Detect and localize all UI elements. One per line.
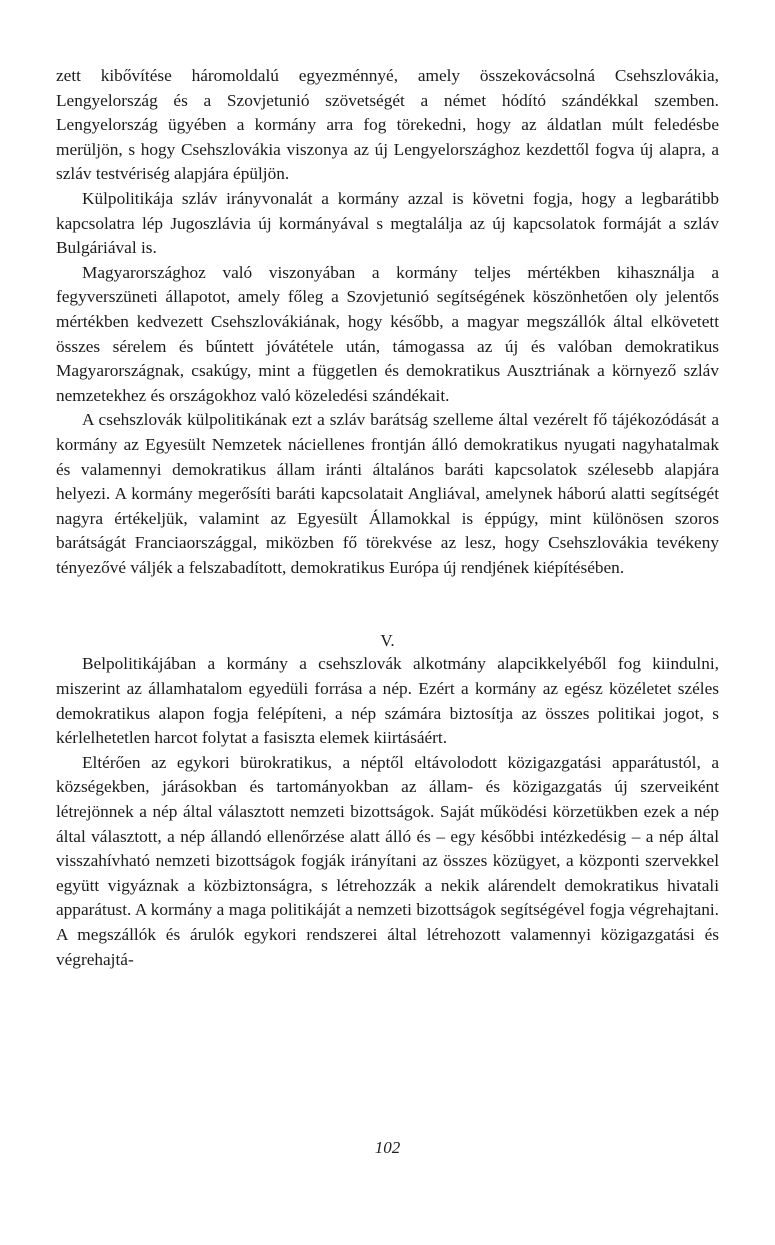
paragraph: Belpolitikájában a kormány a csehszlovák alkotmány alapcikkelyéből fog kiindulni, miszerint az államhatalom egyedüli forrása a nép. Ezért a kormány az egész közéletet széles demokratikus alapon fogja felépíteni, a nép számára biztosítja az összes politikai jogot, s kérlelhetetlen harcot folytat a fasiszta elemek kiirtásáért. [56,654,719,748]
text-block-before [56,64,719,580]
paragraph: Magyarországhoz való viszonyában a kormány teljes mértékben kihasználja a fegyverszüneti állapotot, amely főleg a Szovjetunió segítségének köszönhetően oly jelentős mértékben kedvezett Csehszlovákiának, hogy később, a magyar megszállók által elkövetett összes sérelem és bűntett jóvátétele után, támogassa az új és valóban demokratikus Magyarországnak, csakúgy, mint a független és demokratikus Ausztriának a környező szláv nemzetekhez és országokhoz való közeledési szándékait. [56,262,719,405]
chapter-heading: V. [380,631,395,651]
text-block-after [56,652,719,972]
paragraph: Eltérően az egykori bürokratikus, a néptől eltávolodott közigazgatási apparátustól, a községekben, járásokban és tartományokban az állam- és közigazgatás új szerveiként létrejönnek a nép által választott nemzeti bizottságok. Saját működési körzetükben ezek a nép által választott, a nép állandó ellenőrzése alatt álló és – egy későbbi intézkedésig – a nép által visszahívható nemzeti bizottságok fogják irányítani az összes közügyet, a központi szervekkel együtt vigyáznak a közbiztonságra, s létrehozzák a nekik alárendelt demokratikus hivatali apparátust. A kormány a maga politikáját a nemzeti bizottságok segítségével fogja végrehajtani. A megszállók és árulók egykori rendszerei által létrehozott valamennyi közigazgatási és végrehajtá- [56,752,719,969]
paragraph: zett kibővítése háromoldalú egyezménnyé, amely összekovácsolná Csehszlovákia, Lengyelország és a Szovjetunió szövetségét a német hódító szándékkal szemben. Lengyelország ügyében a kormány arra fog törekedni, hogy az áldatlan múlt feledésbe merüljön, s hogy Csehszlovákia viszonya az új Lengyelországhoz kezdettől fogva új alapra, a szláv testvériség alapjára épüljön. [56,66,719,184]
paragraph: A csehszlovák külpolitikának ezt a szláv barátság szelleme által vezérelt fő tájékozódását a kormány az Egyesült Nemzetek náciellenes frontján álló demokratikus nyugati nagyhatalmak és valamennyi demokratikus állam iránti általános baráti kapcsolatok szélesebb alapjára helyezi. A kormány megerősíti baráti kapcsolatait Angliával, amelynek háború alatti segítségét nagyra értékeljük, valamint az Egyesült Államokkal is éppúgy, mint különösen szoros barátságát Franciaországgal, miközben fő törekvése az lesz, hogy Csehszlovákia tevékeny tényezővé váljék a felszabadított, demokratikus Európa új rendjének kiépítésében. [56,410,719,577]
page-number: 102 [374,1138,401,1157]
paragraph: Külpolitikája szláv irányvonalát a kormány azzal is követni fogja, hogy a legbarátibb kapcsolatra lép Jugoszlávia új kormányával s megtalálja az új kapcsolatok formáját a szláv Bulgáriával is. [56,188,719,258]
